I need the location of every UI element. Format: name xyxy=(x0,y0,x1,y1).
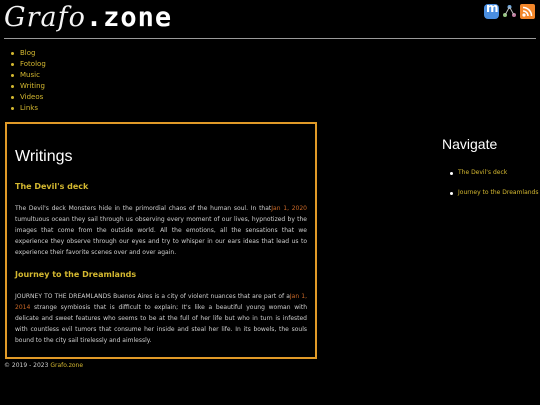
header-divider xyxy=(4,38,536,39)
sidebar-list xyxy=(442,168,540,208)
logo-mono-text: zone xyxy=(103,2,173,33)
nav-link-videos[interactable]: Videos xyxy=(20,93,44,101)
main-nav xyxy=(10,48,46,114)
sidebar-link-dreamlands[interactable]: Journey to the Dreamlands xyxy=(458,189,539,196)
post-excerpt-rest: tumultuous ocean they sail through us observing every moment of our lives, hypnotized by the images that come from the outside world. All the emotions, all the sensations that we experience they observe through our eyes and try to whisper in our ears ideas that lead us to experience their favorite scenes over and over again. xyxy=(15,216,307,256)
post-date: Jan 1, 2020 xyxy=(271,205,308,212)
nav-item-videos xyxy=(10,92,46,103)
nav-item-links xyxy=(10,103,46,114)
post-excerpt-start: The Devil's deck Monsters hide in the primordial chaos of the human soul. In that xyxy=(15,205,272,212)
nav-item-writing xyxy=(10,81,46,92)
post-date: Jan 1, 2014 xyxy=(15,293,307,311)
nav-item-music xyxy=(10,70,46,81)
site-header xyxy=(0,0,540,40)
sidebar-item xyxy=(442,168,540,188)
nav-item-blog xyxy=(10,48,46,59)
footer-site-link[interactable]: Grafo.zone xyxy=(50,362,84,369)
post-excerpt xyxy=(15,203,307,258)
site-footer xyxy=(4,362,83,369)
matrix-icon[interactable] xyxy=(502,4,517,19)
mastodon-icon[interactable] xyxy=(484,4,499,19)
sidebar-link-devils-deck[interactable]: The Devil's deck xyxy=(458,169,508,176)
nav-link-blog[interactable]: Blog xyxy=(20,49,36,57)
navigate-sidebar xyxy=(442,136,540,208)
nav-link-fotolog[interactable]: Fotolog xyxy=(20,60,46,68)
nav-link-writing[interactable]: Writing xyxy=(20,82,45,90)
nav-link-links[interactable]: Links xyxy=(20,104,38,112)
site-logo[interactable] xyxy=(4,2,172,36)
post-title-dreamlands[interactable]: Journey to the Dreamlands xyxy=(15,270,137,279)
page-title: Writings xyxy=(15,148,73,165)
sidebar-title: Navigate xyxy=(442,136,498,152)
post-excerpt-start: JOURNEY TO THE DREAMLANDS Buenos Aires is a city of violent nuances that are part of a xyxy=(15,293,290,300)
copyright-text: © 2019 - 2023 xyxy=(4,362,51,369)
post-excerpt-rest: strange symbiosis that is difficult to explain; It's like a beautiful young woman with delicate and sweet features who seems to be at the full of her life but who in turn is infested with countless evil tumors that consume her inside and steal her life. In its bowels, the souls bound to the city sail tirelessly and aimlessly. xyxy=(15,304,307,344)
nav-link-music[interactable]: Music xyxy=(20,71,40,79)
writings-panel xyxy=(5,122,317,359)
logo-script-text: Grafo xyxy=(4,2,86,33)
post-title-devils-deck[interactable]: The Devil's deck xyxy=(15,182,89,191)
sidebar-item xyxy=(442,188,540,208)
social-links xyxy=(484,4,535,19)
rss-icon[interactable] xyxy=(520,4,535,19)
nav-item-fotolog xyxy=(10,59,46,70)
logo-dot: . xyxy=(85,2,104,33)
post-excerpt xyxy=(15,291,307,346)
